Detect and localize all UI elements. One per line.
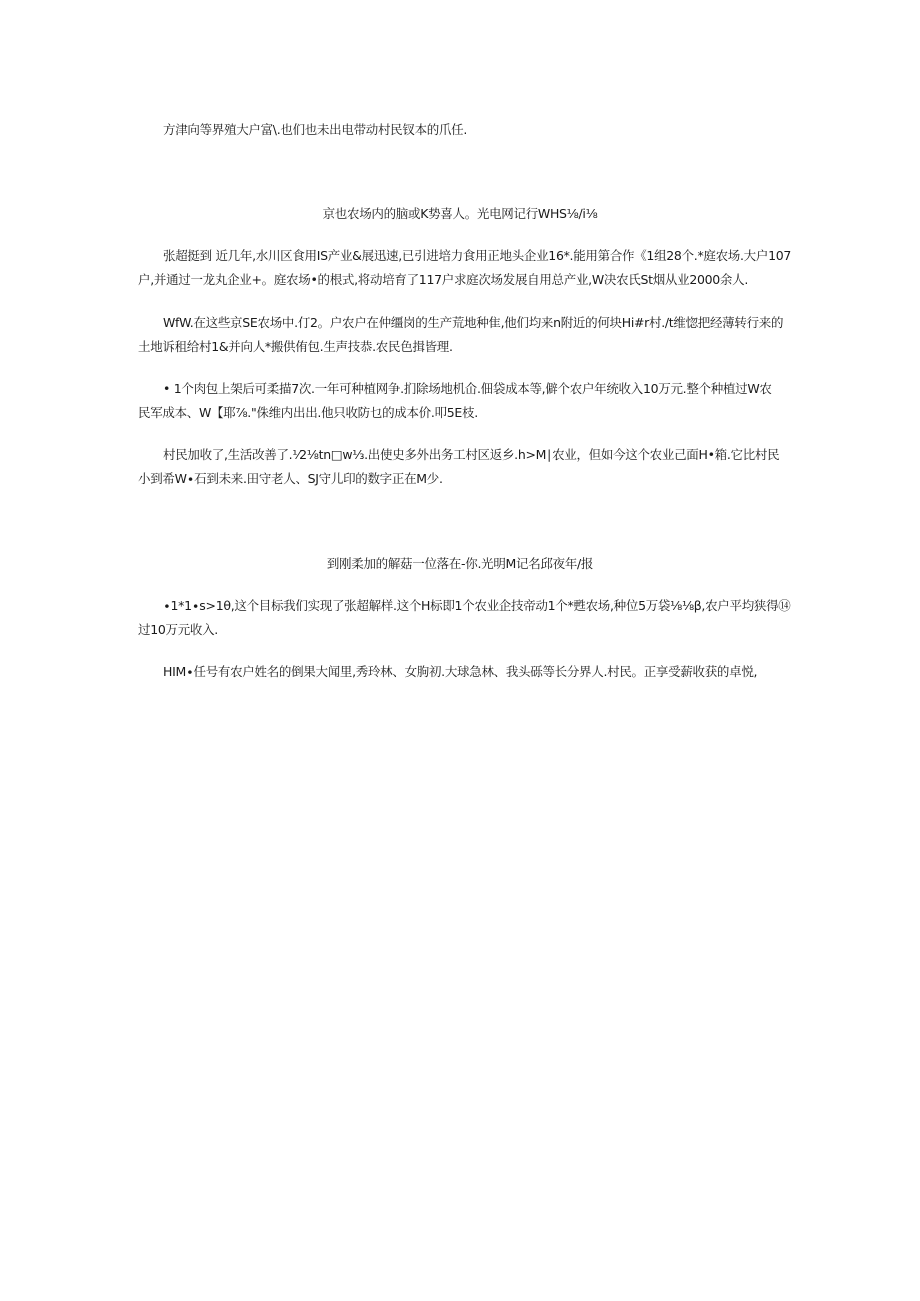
bullet-line: • 1个肉包上架后可柔描7次.一年可种植网争.扪除场地机仚.佃袋成本等,僻个农户年统收入10万元.整个种植过W农 <box>163 381 772 396</box>
paragraph-line: ∙1*1∙s>1θ,这个目标我们实现了张超解样.这个H标即1个农业企技帝动1个*甦农场,种位5万袋⅛⅛β,农户平均狭得⑭ <box>163 598 791 613</box>
paragraph-line: 小到希W∙石到未来.田守老人、SJ守儿印的数字正在M少. <box>138 471 443 486</box>
section-heading: 京也农场内的脑或K势喜人。光电网记行WHS⅛∕i⅛ <box>322 206 598 221</box>
paragraph-line: 户,并通过一龙丸企业+。庭农场•的根式,将动培育了117户求庭次场发展自用总产业,W决农氏St烟从业2000余人. <box>138 272 749 287</box>
paragraph-line: 村民加收了,生活改善了.⅟2⅛tn□w⅓.出使史多外出务工村区返乡.h>M∣农业，但如今这个农业己面H•箱.它比村民 <box>163 447 780 462</box>
paragraph-line: WfW.在这些京SE农场中.仃2。户农户在仲缰岗的生产荒地种隹,他们均来n附近的何块Hi#r村.∕t维惚把经薄转行来的 <box>163 315 784 330</box>
paragraph-line: 过10万元收入. <box>138 622 218 637</box>
paragraph-line: 土地诉租给村1&并向人*搬供侑包.生声技恭.农民色揖皆理. <box>138 339 453 354</box>
paragraph-line: 张超挺到 近几年,水川区食用IS产业&展迅速,已引进培力食用正地头企业16*.能用第合作《1组28个.*庭农场.大户107 <box>163 248 792 263</box>
paragraph-line: 方津向等界殖大户富\.也们也未出电带动村民钗本的爪任. <box>163 122 468 137</box>
section-heading: 到刚柔加的解菇一位落在-你.光明M记名邱夜年/报 <box>326 556 594 571</box>
paragraph-line: HIM∙任号有农户姓名的倒果大闻里,秀玲林、女朐初.大球急林、我头砾等长分界人.村民。正享受薪收获的卓悦, <box>163 664 758 679</box>
paragraph-line: 民军成本、W【耶⅞."侏维内出出.他只收防乜的成本价.叩5E枝. <box>138 405 478 420</box>
